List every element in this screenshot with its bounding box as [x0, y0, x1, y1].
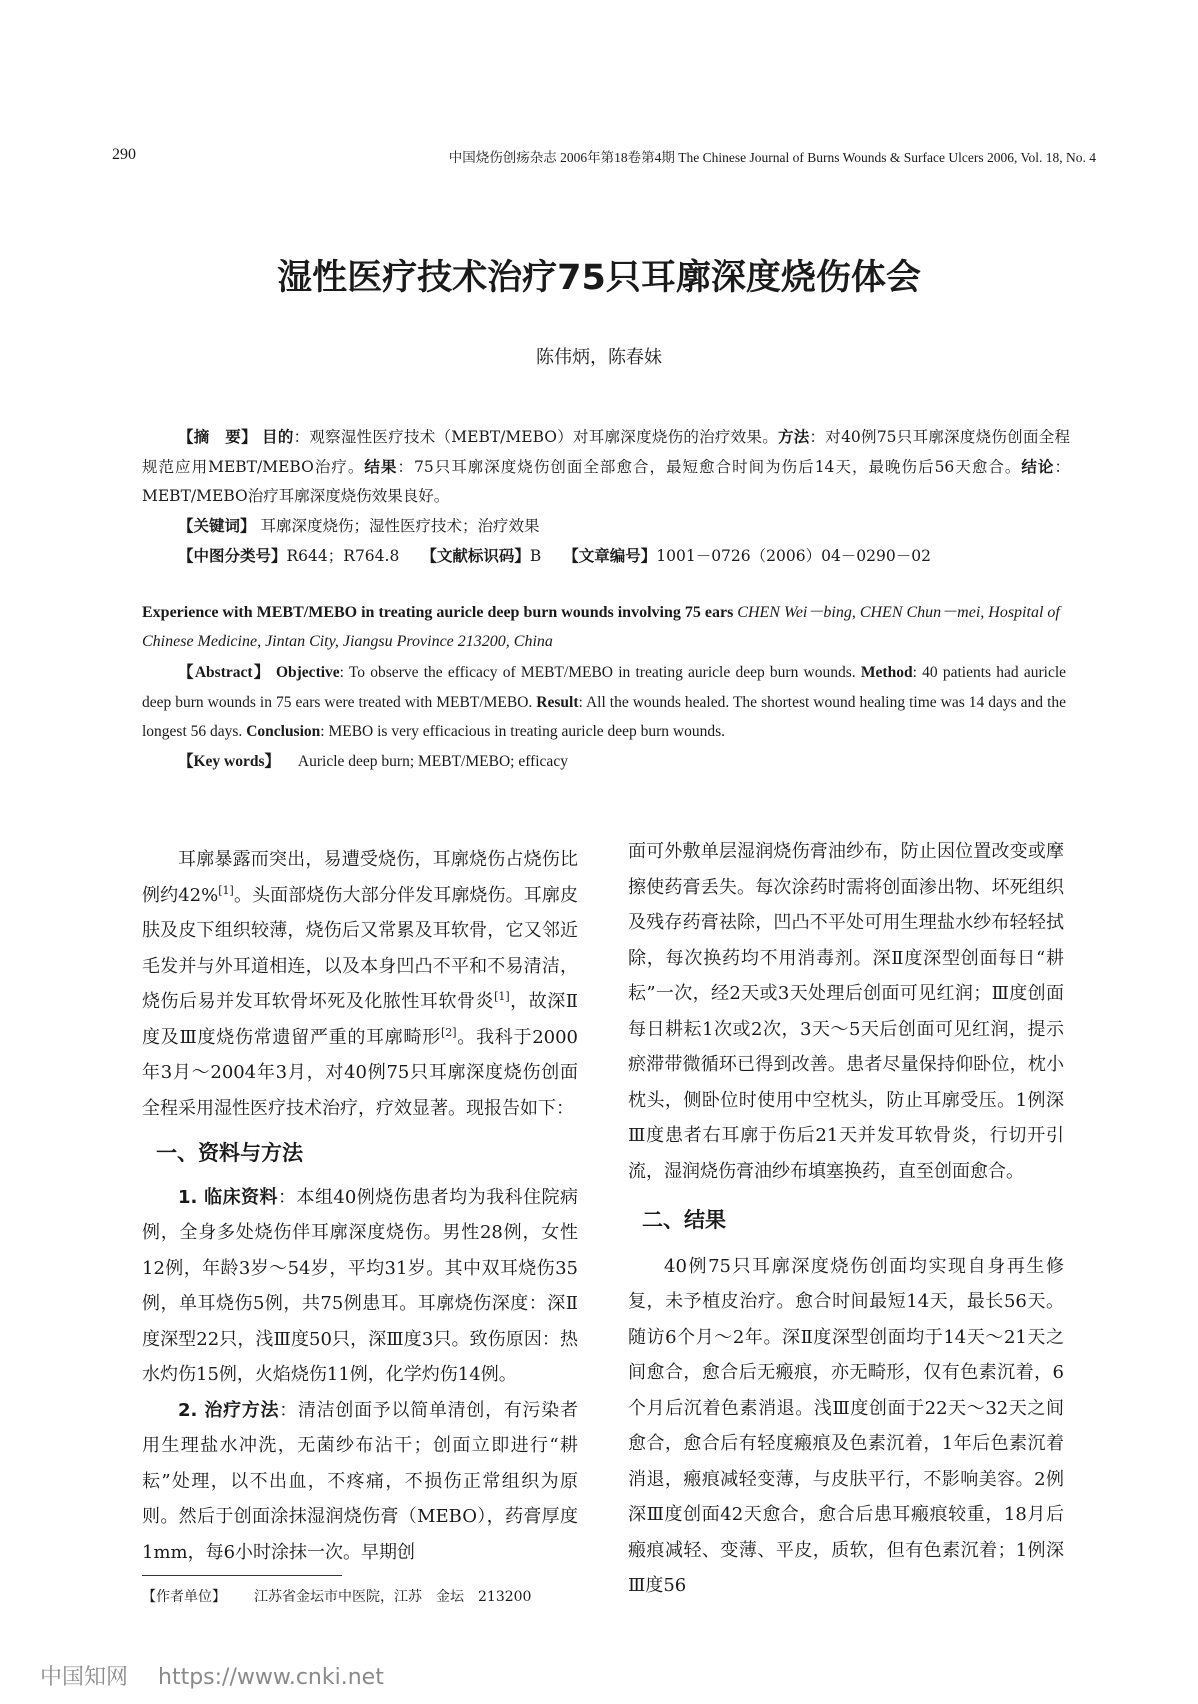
intro-text-3: ，故深Ⅱ度及Ⅲ度烧伤常遗留严重的耳廓畸形	[142, 991, 579, 1048]
english-method-label: Method	[860, 664, 913, 681]
keywords-text: 耳廓深度烧伤；湿性医疗技术；治疗效果	[260, 517, 540, 535]
reference-2: [1]	[494, 990, 510, 1003]
journal-header: 中国烧伤创疡杂志 2006年第18卷第4期 The Chinese Journal of Burns Wounds & Surface Ulcers 2006, Vol. 18, No. 4	[448, 150, 1096, 165]
clc-value: R644；R764.8	[286, 547, 400, 565]
english-objective-label: Objective	[275, 664, 340, 681]
method-label: 方法	[777, 427, 810, 446]
english-method-text: : 40 patients had auricle deep burn wounds in 75 ears were treated with MEBT/MEBO.	[142, 664, 1067, 711]
section-heading-methods: 一、资料与方法	[156, 1141, 303, 1165]
english-title: Experience with MEBT/MEBO in treating auricle deep burn wounds involving 75 ears	[142, 604, 734, 621]
english-keywords	[142, 747, 1066, 777]
clinical-paragraph	[142, 1180, 578, 1393]
english-conclusion-label: Conclusion	[246, 723, 321, 740]
english-abstract-label: 【Abstract】	[178, 664, 271, 681]
clinical-text: ：本组40例烧伤患者均为我科住院病例，全身多处烧伤伴耳廓深度烧伤。男性28例，女性12例，年龄3岁～54岁，平均31岁。其中双耳烧伤35例，单耳烧伤5例，共75例患耳。耳廓烧伤深度：深Ⅱ度深型22只，浅Ⅲ度50只，深Ⅲ度3只。致伤原因：热水灼伤15例，火焰烧伤11例，化学灼伤14例。	[142, 1186, 578, 1385]
affiliation-text: 江苏省金坛市中医院，江苏 金坛 213200	[254, 1589, 532, 1605]
keywords-zh	[142, 511, 1070, 541]
reference-1: [1]	[218, 883, 234, 897]
clinical-label: 1. 临床资料	[178, 1186, 278, 1208]
english-authors: CHEN Wei－bing, CHEN Chun－mei, Hospital of Chinese Medicine, Jintan City, Jiangsu Province 213200, China	[142, 604, 1060, 650]
english-result-label: Result	[536, 693, 579, 711]
doc-code-value: B	[529, 547, 542, 565]
cnki-watermark	[40, 1660, 384, 1691]
intro-paragraph	[142, 842, 578, 1126]
english-objective-text: : To observe the efficacy of MEBT/MEBO in treating auricle deep burn wounds.	[339, 664, 856, 681]
left-column	[142, 842, 578, 1570]
result-text: ：75只耳廓深度烧伤创面全部愈合，最短愈合时间为伤后14天，最晚伤后56天愈合。	[397, 458, 1022, 476]
page-number: 290	[112, 146, 136, 163]
english-result-text: : All the wounds healed. The shortest wound healing time was 14 days and the longest 56 days.	[142, 693, 1066, 740]
watermark-url: https://www.cnki.net	[158, 1665, 384, 1690]
conclusion-text: ：MEBT/MEBO治疗耳廓深度烧伤效果良好。	[142, 458, 1070, 505]
treatment-continued: 面可外敷单层湿润烧伤膏油纱布，防止因位置改变或摩擦使药膏丢失。每次涂药时需将创面渗出物、坏死组织及残存药膏祛除，凹凸不平处可用生理盐水纱布轻轻拭除，每次换药均不用消毒剂。深Ⅱ度深型创面每日“耕耘”一次，经2天或3天处理后创面可见红润；Ⅲ度创面每日耕耘1次或2次，3天～5天后创面可见红润，提示瘀滞带微循环已得到改善。患者尽量保持仰卧位，枕小枕头，侧卧位时使用中空枕头，防止耳廓受压。1例深Ⅲ度患者右耳廓于伤后21天并发耳软骨炎，行切开引流，湿润烧伤膏油纱布填塞换药，直至创面愈合。	[628, 841, 1064, 1182]
objective-text: ：观察湿性医疗技术（MEBT/MEBO）对耳廓深度烧伤的治疗效果。	[293, 428, 778, 446]
intro-text-1: 耳廓暴露而突出，易遭受烧伤，耳廓烧伤占烧伤比例约42%	[142, 849, 578, 906]
english-abstract	[142, 658, 1066, 747]
method-text: ：对40例75只耳廓深度烧伤创面全程规范应用MEBT/MEBO治疗。	[142, 428, 1070, 476]
chinese-abstract	[142, 422, 1070, 511]
treatment-text: ：清洁创面予以简单清创，有污染者用生理盐水冲洗，无菌纱布沾干；创面立即进行“耕耘”处理，以不出血，不疼痛，不损伤正常组织为原则。然后于创面涂抹湿润烧伤膏（MEBO），药膏厚度1mm，每6小时涂抹一次。早期创	[142, 1399, 578, 1563]
watermark-site: 中国知网	[40, 1665, 129, 1690]
article-title: 湿性医疗技术治疗75只耳廓深度烧伤体会	[277, 258, 921, 298]
keywords-label: 【关键词】	[178, 516, 256, 535]
treatment-paragraph	[142, 1393, 578, 1571]
section-heading-results: 二、结果	[642, 1208, 726, 1232]
clc-label: 【中图分类号】	[178, 546, 287, 565]
intro-text-2: 。头面部烧伤大部分伴发耳廓烧伤。耳廓皮肤及皮下组织较薄，烧伤后又常累及耳软骨，它又邻近毛发并与外耳道相连，以及本身凹凸不平和不易清洁，烧伤后易并发耳软骨坏死及化脓性耳软骨炎	[142, 884, 579, 1012]
result-label: 结果	[364, 457, 398, 476]
english-keywords-label: 【Key words】	[178, 752, 281, 770]
english-conclusion-text: : MEBO is very efficacious in treating auricle deep burn wounds.	[320, 723, 726, 740]
conclusion-label: 结论	[1021, 457, 1055, 476]
chinese-abstract-block	[142, 422, 1070, 571]
author-affiliation	[142, 1586, 531, 1606]
footnote-divider	[142, 1575, 342, 1576]
article-number-value: 1001－0726（2006）04－0290－02	[656, 547, 931, 565]
article-number-label: 【文章编号】	[563, 546, 657, 565]
results-paragraph: 40例75只耳廓深度烧伤创面均实现自身再生修复，未予植皮治疗。愈合时间最短14天，最长56天。随访6个月～2年。深Ⅱ度深型创面均于14天～21天之间愈合，愈合后无瘢痕，亦无畸形，仅有色素沉着，6个月后沉着色素消退。浅Ⅲ度创面于22天～32天之间愈合，愈合后有轻度瘢痕及色素沉着，1年后色素沉着消退，瘢痕减轻变薄，与皮肤平行，不影响美容。2例深Ⅲ度创面42天愈合，愈合后患耳瘢痕较重，18月后瘢痕减轻、变薄、平皮，质软，但有色素沉着；1例深Ⅲ度56	[628, 1255, 1064, 1596]
doc-code-label: 【文献标识码】	[421, 546, 530, 565]
article-authors: 陈伟炳，陈春妹	[536, 347, 662, 368]
english-title-block	[142, 598, 1066, 656]
abstract-label: 【摘 要】	[178, 427, 257, 446]
reference-3: [2]	[440, 1025, 457, 1039]
right-column	[628, 834, 1064, 1604]
english-keywords-text: Auricle deep burn; MEBT/MEBO; efficacy	[297, 752, 568, 770]
objective-label: 目的	[262, 427, 294, 446]
treatment-label: 2. 治疗方法	[178, 1399, 280, 1421]
affiliation-label: 【作者单位】	[142, 1589, 226, 1605]
english-abstract-block	[142, 658, 1066, 776]
intro-text-4: 。我科于2000年3月～2004年3月，对40例75只耳廓深度烧伤创面全程采用湿性医疗技术治疗，疗效显著。现报告如下：	[142, 1026, 578, 1119]
classification-line	[142, 541, 1070, 571]
